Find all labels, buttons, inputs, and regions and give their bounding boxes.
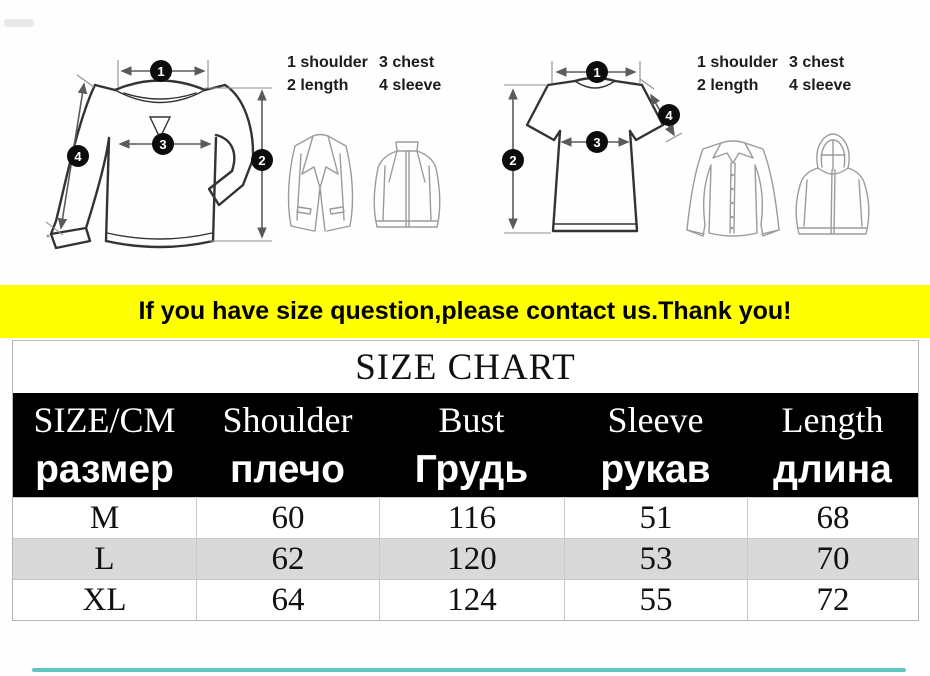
blazer-sketch-icon: [283, 130, 358, 242]
cell-bust: 116: [379, 498, 564, 538]
header-shoulder-en: Shoulder: [222, 400, 353, 440]
cell-size: M: [89, 499, 120, 536]
hoodie-sketch-icon: [788, 130, 878, 246]
header-size-en: SIZE/CM: [33, 400, 176, 440]
legend-chest: 3 chest: [789, 54, 845, 71]
table-row-xl: [13, 579, 918, 620]
cell-size: XL: [82, 581, 127, 618]
header-bust: [379, 393, 564, 497]
legend-sleeve: 4 sleeve: [789, 76, 852, 94]
cell-length: 68: [747, 498, 918, 538]
legend-shoulder: 1 shoulder: [287, 54, 368, 71]
size-chart-table: [12, 340, 919, 621]
header-sleeve-ru: рукав: [600, 448, 711, 491]
header-length-en: Length: [781, 400, 884, 440]
measure-badge-length: 2: [251, 149, 273, 171]
measure-badge-chest: 3: [152, 133, 174, 155]
table-row-l: [13, 538, 918, 579]
cell-shoulder: 64: [196, 580, 379, 620]
measure-badge-shoulder: 1: [586, 61, 608, 83]
header-bust-ru: Грудь: [414, 448, 529, 491]
cell-sleeve: 55: [564, 580, 747, 620]
header-length-ru: длина: [773, 448, 892, 491]
cell-length: 72: [747, 580, 918, 620]
cell-bust: 120: [379, 539, 564, 579]
cell-size: L: [94, 540, 115, 577]
contact-banner-text: If you have size question,please contact us.Thank you!: [138, 297, 792, 325]
header-sleeve-en: Sleeve: [607, 400, 704, 440]
shirt-sketch-icon: [683, 135, 783, 247]
contact-banner: [0, 285, 930, 338]
legend-length: 2 length: [287, 76, 349, 94]
legend-chest: 3 chest: [379, 54, 435, 71]
header-length: [747, 393, 918, 497]
header-size: [13, 393, 196, 497]
measure-badge-chest: 3: [586, 131, 608, 153]
cell-bust: 124: [379, 580, 564, 620]
cell-sleeve: 51: [564, 498, 747, 538]
jacket-sketch-icon: [368, 132, 446, 236]
measure-badge-length: 2: [502, 149, 524, 171]
header-bust-en: Bust: [438, 400, 505, 440]
cell-sleeve: 53: [564, 539, 747, 579]
bottom-accent-line: [32, 668, 906, 672]
header-sleeve: [564, 393, 747, 497]
legend-shoulder: 1 shoulder: [697, 54, 778, 71]
measure-badge-sleeve: 4: [67, 145, 89, 167]
size-chart-header-row: [13, 393, 918, 497]
scan-smudge: [4, 19, 34, 27]
size-chart-title: SIZE CHART: [355, 347, 576, 388]
cell-shoulder: 62: [196, 539, 379, 579]
measure-badge-shoulder: 1: [150, 60, 172, 82]
table-row-m: [13, 497, 918, 538]
cell-length: 70: [747, 539, 918, 579]
legend-sleeve: 4 sleeve: [379, 76, 442, 94]
header-shoulder-ru: плечо: [229, 448, 345, 491]
header-size-ru: размер: [35, 448, 174, 491]
measure-badge-sleeve: 4: [658, 104, 680, 126]
legend-length: 2 length: [697, 76, 759, 94]
tshirt-outline: [527, 78, 663, 231]
header-shoulder: [196, 393, 379, 497]
measure-legend-right: [697, 54, 851, 94]
cell-shoulder: 60: [196, 498, 379, 538]
measure-legend-left: [287, 54, 441, 94]
